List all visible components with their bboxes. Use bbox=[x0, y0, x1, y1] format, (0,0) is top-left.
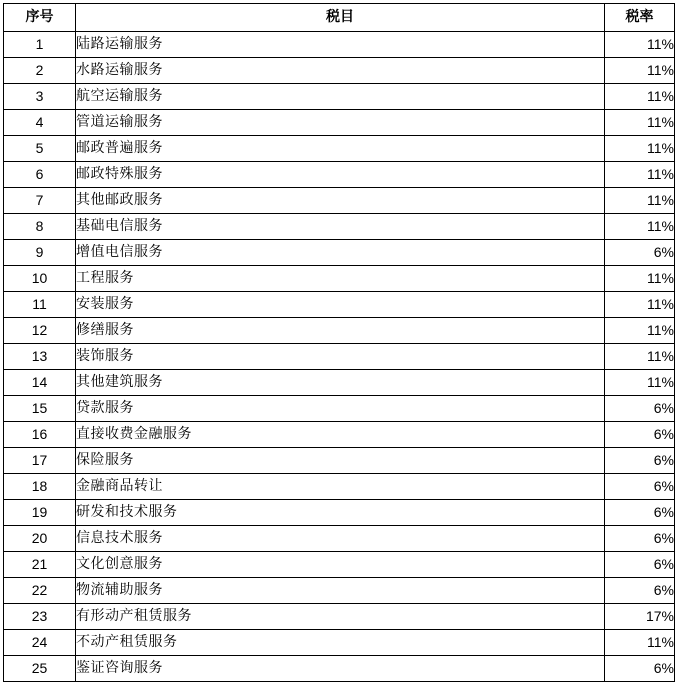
table-row bbox=[4, 630, 675, 656]
table-row bbox=[4, 344, 675, 370]
cell-tax-item: 信息技术服务 bbox=[76, 526, 605, 552]
cell-tax-rate: 11% bbox=[605, 110, 675, 136]
table-row bbox=[4, 552, 675, 578]
table-row bbox=[4, 500, 675, 526]
tax-rate-table bbox=[3, 3, 675, 682]
cell-tax-rate: 6% bbox=[605, 240, 675, 266]
cell-tax-item: 物流辅助服务 bbox=[76, 578, 605, 604]
cell-tax-item: 不动产租赁服务 bbox=[76, 630, 605, 656]
cell-tax-rate: 11% bbox=[605, 630, 675, 656]
cell-tax-item: 装饰服务 bbox=[76, 344, 605, 370]
cell-serial-number: 3 bbox=[4, 84, 76, 110]
cell-tax-item: 邮政普遍服务 bbox=[76, 136, 605, 162]
cell-tax-item: 邮政特殊服务 bbox=[76, 162, 605, 188]
table-row bbox=[4, 214, 675, 240]
cell-serial-number: 13 bbox=[4, 344, 76, 370]
table-row bbox=[4, 656, 675, 682]
cell-tax-rate: 17% bbox=[605, 604, 675, 630]
cell-tax-rate: 6% bbox=[605, 578, 675, 604]
cell-serial-number: 16 bbox=[4, 422, 76, 448]
cell-tax-rate: 6% bbox=[605, 552, 675, 578]
cell-tax-rate: 11% bbox=[605, 266, 675, 292]
cell-serial-number: 9 bbox=[4, 240, 76, 266]
cell-tax-rate: 11% bbox=[605, 344, 675, 370]
cell-tax-item: 其他邮政服务 bbox=[76, 188, 605, 214]
cell-tax-rate: 6% bbox=[605, 396, 675, 422]
cell-serial-number: 6 bbox=[4, 162, 76, 188]
cell-serial-number: 20 bbox=[4, 526, 76, 552]
cell-serial-number: 18 bbox=[4, 474, 76, 500]
cell-tax-rate: 6% bbox=[605, 526, 675, 552]
cell-tax-rate: 11% bbox=[605, 318, 675, 344]
cell-tax-item: 水路运输服务 bbox=[76, 58, 605, 84]
table-body bbox=[4, 32, 675, 682]
cell-tax-rate: 11% bbox=[605, 370, 675, 396]
cell-serial-number: 14 bbox=[4, 370, 76, 396]
cell-tax-item: 陆路运输服务 bbox=[76, 32, 605, 58]
table-row bbox=[4, 136, 675, 162]
cell-tax-rate: 6% bbox=[605, 474, 675, 500]
cell-tax-item: 贷款服务 bbox=[76, 396, 605, 422]
table-header-row bbox=[4, 4, 675, 32]
cell-serial-number: 15 bbox=[4, 396, 76, 422]
cell-tax-rate: 11% bbox=[605, 162, 675, 188]
cell-serial-number: 2 bbox=[4, 58, 76, 84]
table-row bbox=[4, 84, 675, 110]
table-row bbox=[4, 396, 675, 422]
cell-serial-number: 8 bbox=[4, 214, 76, 240]
cell-tax-item: 航空运输服务 bbox=[76, 84, 605, 110]
cell-tax-rate: 11% bbox=[605, 292, 675, 318]
table-row bbox=[4, 578, 675, 604]
table-row bbox=[4, 292, 675, 318]
cell-tax-item: 管道运输服务 bbox=[76, 110, 605, 136]
table-row bbox=[4, 162, 675, 188]
table-row bbox=[4, 604, 675, 630]
header-tax-item: 税目 bbox=[76, 4, 605, 32]
cell-serial-number: 24 bbox=[4, 630, 76, 656]
table-row bbox=[4, 318, 675, 344]
cell-serial-number: 22 bbox=[4, 578, 76, 604]
cell-serial-number: 19 bbox=[4, 500, 76, 526]
cell-serial-number: 17 bbox=[4, 448, 76, 474]
cell-tax-item: 保险服务 bbox=[76, 448, 605, 474]
cell-tax-rate: 6% bbox=[605, 500, 675, 526]
cell-tax-item: 金融商品转让 bbox=[76, 474, 605, 500]
table-row bbox=[4, 422, 675, 448]
cell-tax-rate: 6% bbox=[605, 448, 675, 474]
cell-tax-item: 有形动产租赁服务 bbox=[76, 604, 605, 630]
table-row bbox=[4, 526, 675, 552]
cell-tax-rate: 11% bbox=[605, 32, 675, 58]
tax-rate-sheet bbox=[3, 3, 675, 682]
table-row bbox=[4, 110, 675, 136]
cell-tax-item: 修缮服务 bbox=[76, 318, 605, 344]
cell-tax-item: 鉴证咨询服务 bbox=[76, 656, 605, 682]
cell-tax-item: 工程服务 bbox=[76, 266, 605, 292]
cell-tax-rate: 6% bbox=[605, 422, 675, 448]
cell-serial-number: 23 bbox=[4, 604, 76, 630]
header-serial-number: 序号 bbox=[4, 4, 76, 32]
cell-serial-number: 12 bbox=[4, 318, 76, 344]
cell-tax-rate: 11% bbox=[605, 136, 675, 162]
cell-serial-number: 11 bbox=[4, 292, 76, 318]
cell-tax-item: 直接收费金融服务 bbox=[76, 422, 605, 448]
cell-tax-rate: 11% bbox=[605, 84, 675, 110]
cell-tax-rate: 6% bbox=[605, 656, 675, 682]
cell-tax-item: 文化创意服务 bbox=[76, 552, 605, 578]
header-tax-rate: 税率 bbox=[605, 4, 675, 32]
cell-serial-number: 7 bbox=[4, 188, 76, 214]
table-row bbox=[4, 188, 675, 214]
cell-serial-number: 25 bbox=[4, 656, 76, 682]
cell-tax-item: 基础电信服务 bbox=[76, 214, 605, 240]
cell-tax-item: 增值电信服务 bbox=[76, 240, 605, 266]
table-row bbox=[4, 266, 675, 292]
table-row bbox=[4, 370, 675, 396]
cell-tax-rate: 11% bbox=[605, 188, 675, 214]
cell-tax-item: 安装服务 bbox=[76, 292, 605, 318]
table-row bbox=[4, 32, 675, 58]
cell-tax-item: 其他建筑服务 bbox=[76, 370, 605, 396]
cell-tax-rate: 11% bbox=[605, 214, 675, 240]
cell-serial-number: 10 bbox=[4, 266, 76, 292]
table-row bbox=[4, 240, 675, 266]
cell-tax-item: 研发和技术服务 bbox=[76, 500, 605, 526]
cell-serial-number: 21 bbox=[4, 552, 76, 578]
cell-serial-number: 1 bbox=[4, 32, 76, 58]
cell-serial-number: 4 bbox=[4, 110, 76, 136]
cell-serial-number: 5 bbox=[4, 136, 76, 162]
cell-tax-rate: 11% bbox=[605, 58, 675, 84]
table-row bbox=[4, 58, 675, 84]
table-row bbox=[4, 448, 675, 474]
table-row bbox=[4, 474, 675, 500]
